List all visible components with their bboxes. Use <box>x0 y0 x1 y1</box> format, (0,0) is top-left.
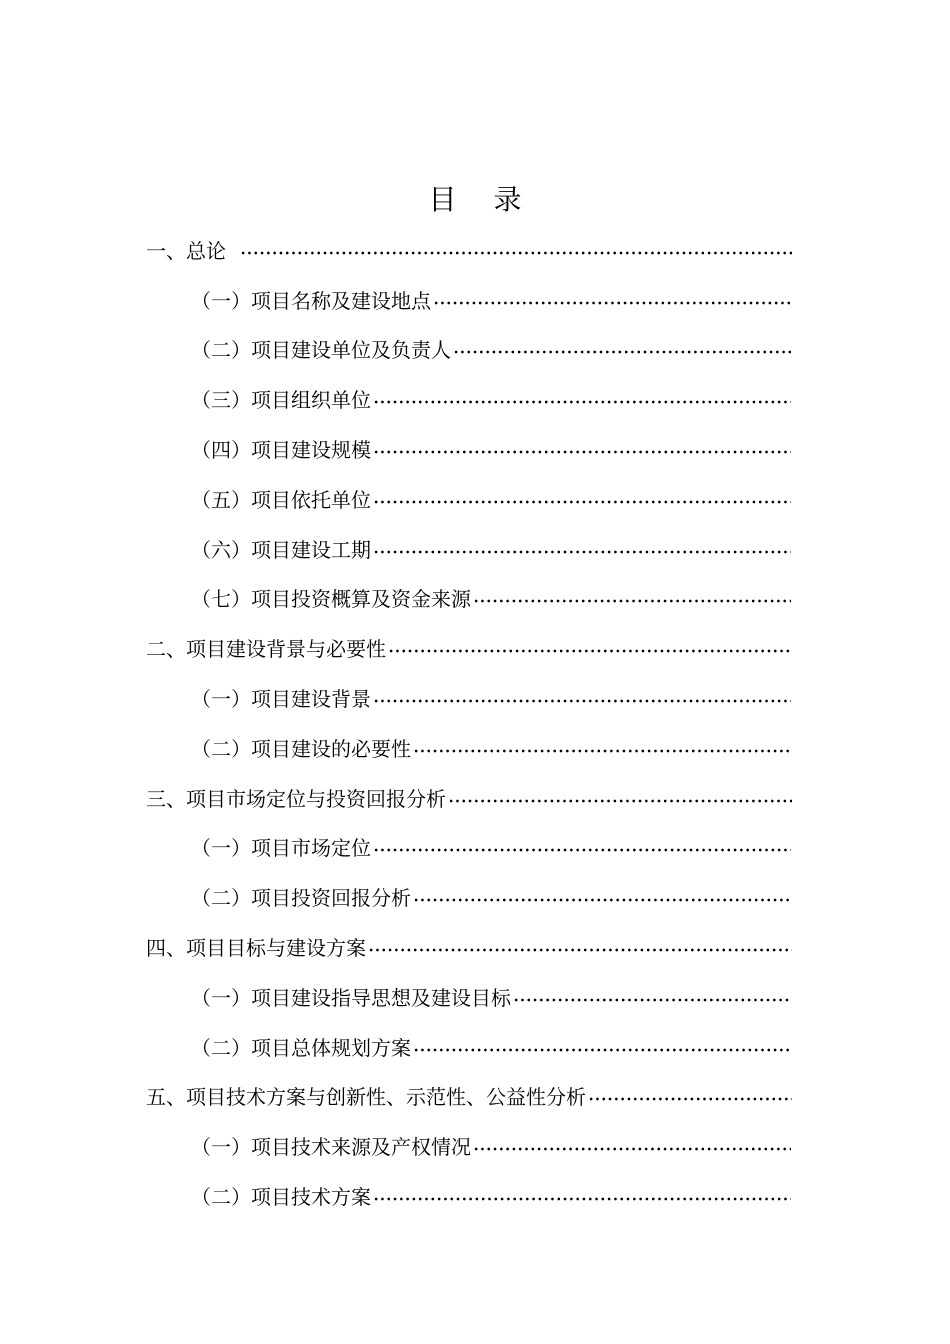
toc-entry-text: （五）项目依托单位 <box>191 487 371 512</box>
toc-section-entry[interactable] <box>0 226 950 276</box>
toc-subsection-entry[interactable] <box>0 674 950 724</box>
toc-entry-inner <box>146 1084 792 1110</box>
toc-dot-leader <box>433 301 791 305</box>
toc-entry-text: （一）项目市场定位 <box>191 836 371 861</box>
toc-subsection-entry[interactable] <box>0 475 950 525</box>
toc-entry-text: （二）项目投资回报分析 <box>191 886 411 911</box>
toc-dot-leader <box>240 251 792 255</box>
toc-entry-inner <box>191 885 791 911</box>
toc-dot-leader <box>413 749 791 753</box>
toc-subsection-entry[interactable] <box>0 1172 950 1222</box>
toc-subsection-entry[interactable] <box>0 276 950 326</box>
toc-section-entry[interactable] <box>0 624 950 674</box>
toc-subsection-entry[interactable] <box>0 973 950 1023</box>
toc-section-entry[interactable] <box>0 923 950 973</box>
toc-dot-leader <box>373 1197 791 1201</box>
toc-section-entry[interactable] <box>0 1073 950 1123</box>
toc-entry-text: （七）项目投资概算及资金来源 <box>191 587 471 612</box>
toc-entry-text: 一、总论 <box>146 238 226 263</box>
toc-subsection-entry[interactable] <box>0 575 950 625</box>
toc-entry-text: 五、项目技术方案与创新性、示范性、公益性分析 <box>146 1085 586 1110</box>
toc-dot-leader <box>448 799 792 803</box>
toc-dot-leader <box>373 848 791 852</box>
toc-entry-inner <box>191 835 791 861</box>
toc-section-entry[interactable] <box>0 774 950 824</box>
toc-dot-leader <box>413 898 791 902</box>
toc-entry-inner <box>191 686 791 712</box>
toc-entry-text: （一）项目名称及建设地点 <box>191 288 431 313</box>
toc-entry-text: 三、项目市场定位与投资回报分析 <box>146 786 446 811</box>
toc-dot-leader <box>473 599 791 603</box>
toc-entry-inner <box>191 1035 791 1061</box>
toc-entry-inner <box>191 487 791 513</box>
toc-entry-inner <box>146 935 792 961</box>
toc-entry-text: （四）项目建设规模 <box>191 438 371 463</box>
toc-entry-inner <box>191 985 791 1011</box>
toc-entry-inner <box>191 1184 791 1210</box>
toc-subsection-entry[interactable] <box>0 1023 950 1073</box>
toc-dot-leader <box>453 350 791 354</box>
toc-dot-leader <box>373 450 791 454</box>
toc-entry-text: （二）项目建设的必要性 <box>191 736 411 761</box>
toc-entry-inner <box>191 586 791 612</box>
toc-dot-leader <box>373 699 791 703</box>
toc-entry-text: （二）项目技术方案 <box>191 1185 371 1210</box>
toc-entry-inner <box>191 387 791 413</box>
toc-entry-text: （一）项目技术来源及产权情况 <box>191 1135 471 1160</box>
toc-dot-leader <box>373 550 791 554</box>
toc-entry-text: 四、项目目标与建设方案 <box>146 936 366 961</box>
toc-dot-leader <box>588 1097 792 1101</box>
toc-subsection-entry[interactable] <box>0 1122 950 1172</box>
toc-list <box>0 226 950 1222</box>
toc-entry-text: （三）项目组织单位 <box>191 388 371 413</box>
toc-entry-inner <box>146 786 792 812</box>
toc-dot-leader <box>373 400 791 404</box>
toc-dot-leader <box>388 649 792 653</box>
toc-entry-text: 二、项目建设背景与必要性 <box>146 637 386 662</box>
toc-entry-inner <box>191 537 791 563</box>
toc-entry-text: （一）项目建设指导思想及建设目标 <box>191 985 511 1010</box>
toc-subsection-entry[interactable] <box>0 326 950 376</box>
toc-title: 目 录 <box>428 183 536 216</box>
toc-entry-inner <box>146 238 792 264</box>
toc-dot-leader <box>413 1048 791 1052</box>
toc-subsection-entry[interactable] <box>0 724 950 774</box>
toc-entry-text: （二）项目建设单位及负责人 <box>191 338 451 363</box>
toc-entry-inner <box>191 736 791 762</box>
toc-entry-inner <box>191 1134 791 1160</box>
toc-entry-text: （一）项目建设背景 <box>191 687 371 712</box>
toc-entry-inner <box>191 337 791 363</box>
toc-subsection-entry[interactable] <box>0 824 950 874</box>
toc-entry-text: （二）项目总体规划方案 <box>191 1035 411 1060</box>
toc-subsection-entry[interactable] <box>0 425 950 475</box>
toc-dot-leader <box>373 500 791 504</box>
toc-entry-inner <box>191 437 791 463</box>
toc-subsection-entry[interactable] <box>0 375 950 425</box>
toc-dot-leader <box>473 1147 791 1151</box>
toc-entry-inner <box>146 636 792 662</box>
toc-dot-leader <box>513 998 791 1002</box>
toc-dot-leader <box>368 948 792 952</box>
toc-entry-text: （六）项目建设工期 <box>191 537 371 562</box>
toc-entry-inner <box>191 288 791 314</box>
toc-subsection-entry[interactable] <box>0 525 950 575</box>
toc-subsection-entry[interactable] <box>0 873 950 923</box>
